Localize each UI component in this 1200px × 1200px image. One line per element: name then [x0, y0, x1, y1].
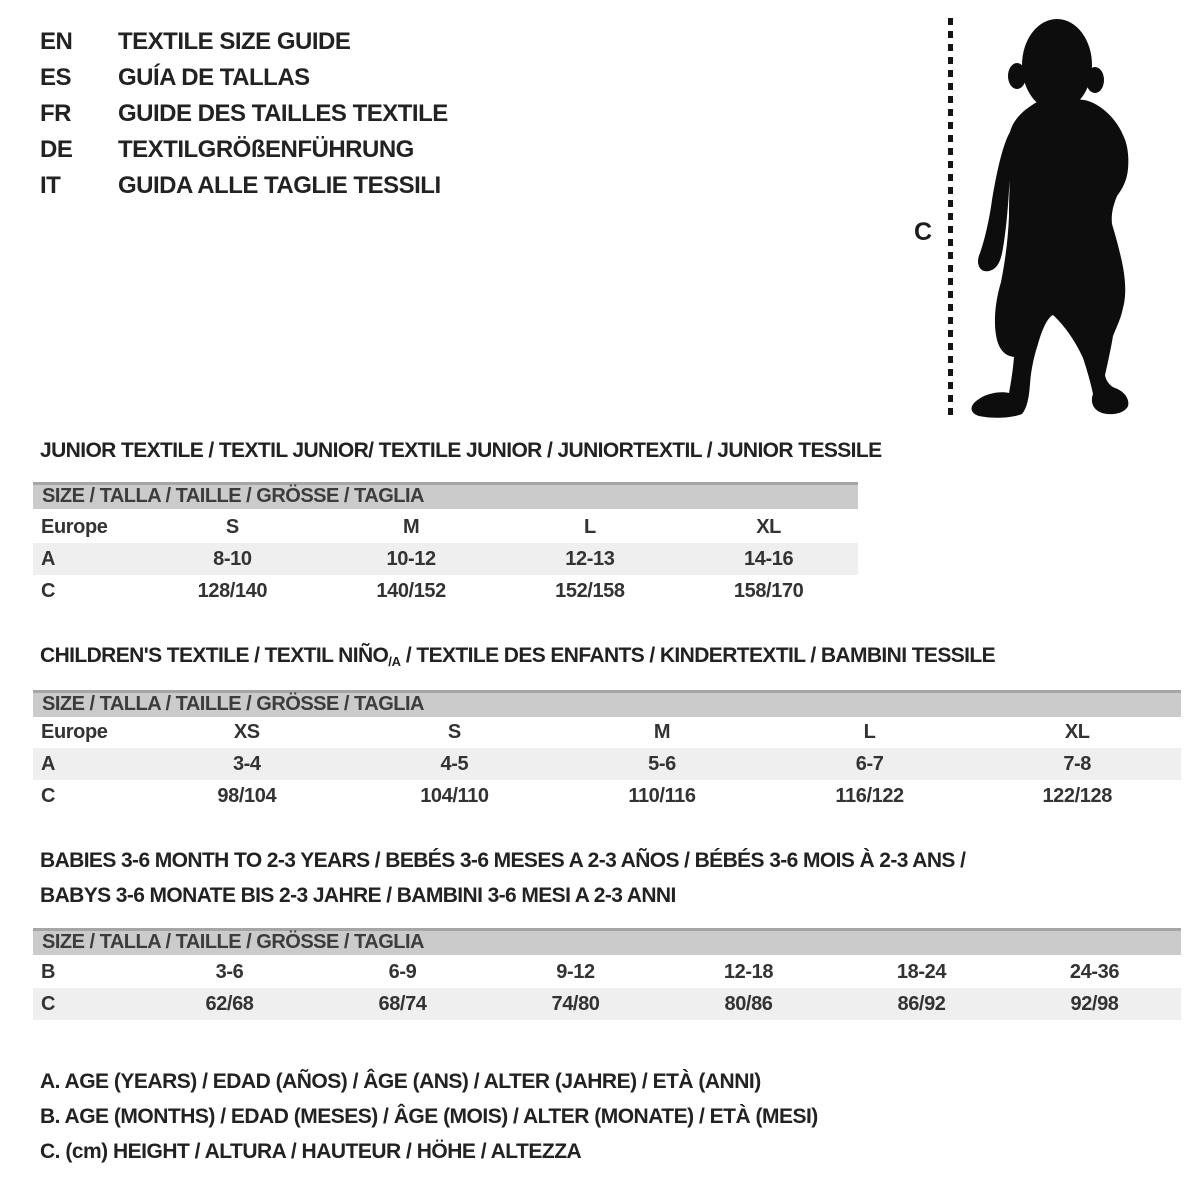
size-cell: 80/86 — [724, 993, 773, 1015]
size-cell: 12-13 — [565, 548, 615, 570]
size-cell: 9-12 — [556, 961, 595, 983]
size-cell: 140/152 — [376, 580, 446, 602]
language-code: DE — [40, 136, 73, 163]
size-header-bar: SIZE / TALLA / TAILLE / GRÖSSE / TAGLIA — [33, 482, 858, 509]
footnote-line: A. AGE (YEARS) / EDAD (AÑOS) / ÂGE (ANS) / ALTER (JAHRE) / ETÀ (ANNI) — [40, 1070, 761, 1093]
size-cell: 10-12 — [386, 548, 436, 570]
size-cell: 158/170 — [733, 580, 804, 602]
size-cell: S — [225, 516, 239, 538]
size-cell: 92/98 — [1070, 993, 1119, 1015]
size-cell: 4-5 — [440, 753, 469, 775]
table-row — [33, 511, 858, 543]
size-cell: 86/92 — [897, 993, 946, 1015]
size-cell: 7-8 — [1063, 753, 1092, 775]
size-header-bar: SIZE / TALLA / TAILLE / GRÖSSE / TAGLIA — [33, 928, 1181, 955]
table-row — [33, 956, 1181, 988]
heading-text: /A — [388, 654, 401, 669]
language-title-list — [40, 24, 448, 204]
size-cell: M — [653, 721, 671, 743]
size-cell: L — [583, 516, 596, 538]
size-cell: 152/158 — [555, 580, 625, 602]
size-cell: XS — [233, 721, 260, 743]
size-cell: 104/110 — [420, 785, 489, 807]
size-cell: L — [863, 721, 876, 743]
height-measure-label: C — [914, 218, 933, 246]
footnotes — [40, 1064, 818, 1169]
row-label: Europe — [41, 516, 108, 538]
language-row — [40, 96, 448, 132]
size-cell: M — [402, 516, 420, 538]
heading-text: JUNIOR TEXTILE / TEXTIL JUNIOR/ TEXTILE JUNIOR / JUNIORTEXTIL / JUNIOR TESSILE — [40, 439, 882, 462]
guide-title: TEXTILE SIZE GUIDE — [118, 28, 351, 55]
table-row — [33, 716, 1181, 748]
guide-title: GUIDE DES TAILLES TEXTILE — [118, 100, 448, 127]
size-cell: XL — [1064, 721, 1090, 743]
size-cell: 98/104 — [217, 785, 277, 807]
heading-text: BABIES 3-6 MONTH TO 2-3 YEARS / BEBÉS 3-6 MESES A 2-3 AÑOS / BÉBÉS 3-6 MOIS À 2-3 ANS / — [40, 849, 966, 872]
language-code: ES — [40, 64, 72, 91]
section-heading-babies — [40, 878, 676, 913]
footnote-line: C. (cm) HEIGHT / ALTURA / HAUTEUR / HÖHE / ALTEZZA — [40, 1140, 582, 1163]
language-row — [40, 168, 448, 204]
table-row — [33, 780, 1181, 812]
language-code: IT — [40, 172, 61, 199]
row-label: C — [41, 993, 56, 1015]
size-cell: 14-16 — [744, 548, 794, 570]
size-cell: XL — [756, 516, 781, 538]
guide-title: GUÍA DE TALLAS — [118, 64, 310, 91]
section-heading-babies — [40, 843, 965, 878]
language-row — [40, 24, 448, 60]
language-code: EN — [40, 28, 73, 55]
size-cell: 12-18 — [723, 961, 774, 983]
row-label: Europe — [41, 721, 108, 743]
row-label: A — [41, 753, 56, 775]
guide-title: GUIDA ALLE TAGLIE TESSILI — [118, 172, 441, 199]
toddler-silhouette-icon — [965, 12, 1135, 420]
size-cell: 6-9 — [388, 961, 417, 983]
size-cell: S — [447, 721, 461, 743]
table-row — [33, 543, 858, 575]
row-label: B — [41, 961, 56, 983]
language-code: FR — [40, 100, 71, 127]
section-heading-junior — [40, 433, 882, 468]
size-cell: 62/68 — [205, 993, 254, 1015]
footnote-line: B. AGE (MONTHS) / EDAD (MESES) / ÂGE (MOIS) / ALTER (MONATE) / ETÀ (MESI) — [40, 1105, 818, 1128]
height-dotted-line — [948, 18, 953, 416]
language-row — [40, 132, 448, 168]
heading-text: CHILDREN'S TEXTILE / TEXTIL NIÑO — [40, 644, 389, 667]
guide-title: TEXTILGRÖßENFÜHRUNG — [118, 136, 414, 163]
size-cell: 6-7 — [855, 753, 884, 775]
table-row — [33, 575, 858, 607]
size-cell: 128/140 — [197, 580, 268, 602]
row-label: C — [41, 580, 56, 602]
size-cell: 3-6 — [215, 961, 244, 983]
size-cell: 122/128 — [1042, 785, 1112, 807]
size-cell: 74/80 — [551, 993, 600, 1015]
heading-text: BABYS 3-6 MONATE BIS 2-3 JAHRE / BAMBINI 3-6 MESI A 2-3 ANNI — [40, 884, 676, 907]
size-cell: 5-6 — [648, 753, 676, 775]
size-cell: 3-4 — [232, 753, 261, 775]
size-cell: 24-36 — [1069, 961, 1120, 983]
heading-text: / TEXTILE DES ENFANTS / KINDERTEXTIL / BAMBINI TESSILE — [400, 644, 996, 667]
section-heading-children — [40, 638, 995, 675]
size-header-bar: SIZE / TALLA / TAILLE / GRÖSSE / TAGLIA — [33, 690, 1181, 717]
size-cell: 68/74 — [378, 993, 427, 1015]
size-cell: 8-10 — [213, 548, 252, 570]
language-row — [40, 60, 448, 96]
size-cell: 18-24 — [896, 961, 947, 983]
row-label: C — [41, 785, 56, 807]
table-row — [33, 988, 1181, 1020]
size-cell: 116/122 — [835, 785, 904, 807]
table-row — [33, 748, 1181, 780]
size-cell: 110/116 — [628, 785, 696, 807]
row-label: A — [41, 548, 56, 570]
